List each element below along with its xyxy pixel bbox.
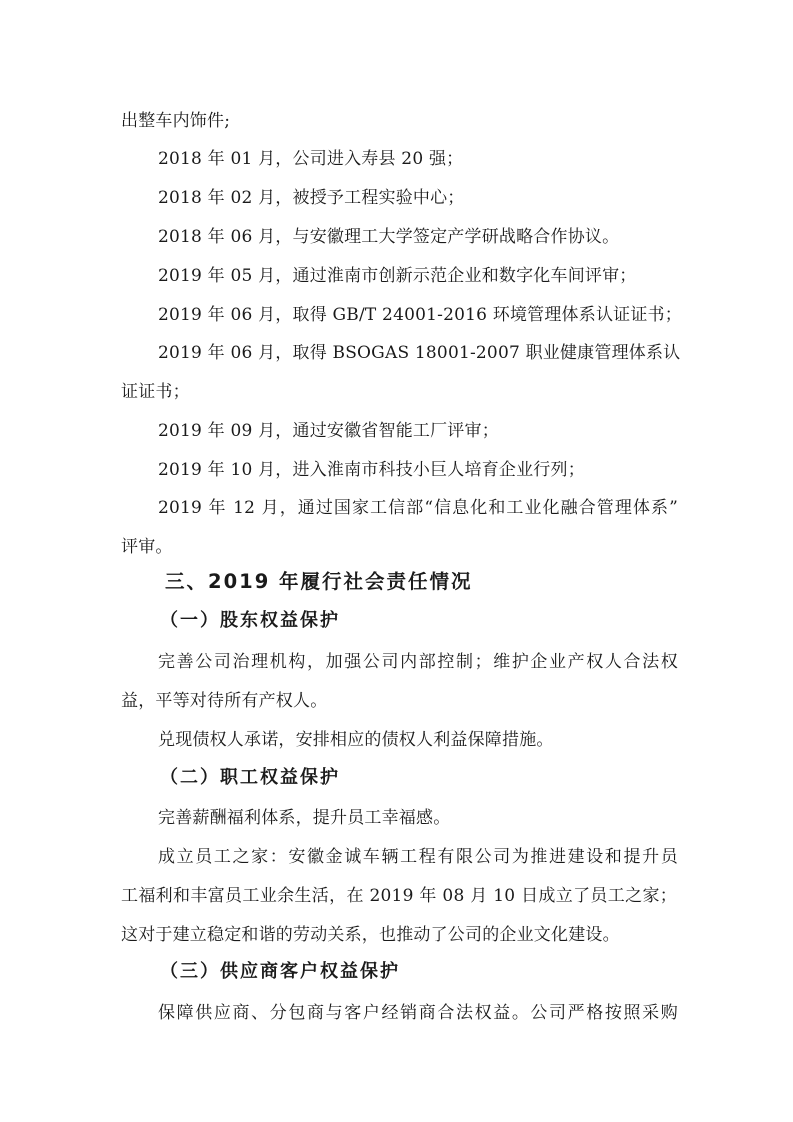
paragraph-line: 益，平等对待所有产权人。 bbox=[121, 691, 328, 711]
paragraph-line: 兑现债权人承诺，安排相应的债权人利益保障措施。 bbox=[158, 730, 554, 750]
timeline-item-continuation: 证证书； bbox=[121, 382, 190, 402]
timeline-item-continuation: 评审。 bbox=[121, 537, 173, 557]
paragraph-line: 工福利和丰富员工业余生活，在 2019 年 08 月 10 日成立了员工之家； bbox=[121, 886, 677, 906]
timeline-item: 2019 年 10 月，进入淮南市科技小巨人培育企业行列； bbox=[158, 460, 585, 480]
subsection-heading: （三）供应商客户权益保护 bbox=[160, 961, 400, 982]
timeline-item: 2019 年 12 月，通过国家工信部“信息化和工业化融合管理体系” bbox=[158, 498, 678, 518]
subsection-heading: （二）职工权益保护 bbox=[160, 767, 340, 788]
timeline-item: 2019 年 06 月，取得 GB/T 24001-2016 环境管理体系认证证书； bbox=[158, 305, 682, 325]
section-heading: 三、2019 年履行社会责任情况 bbox=[165, 570, 473, 593]
paragraph-line: 出整车内饰件; bbox=[121, 111, 231, 131]
timeline-item: 2018 年 02 月，被授予工程实验中心； bbox=[158, 188, 465, 208]
paragraph-line: 这对于建立稳定和谐的劳动关系，也推动了公司的企业文化建设。 bbox=[121, 925, 620, 945]
subsection-heading: （一）股东权益保护 bbox=[160, 610, 340, 631]
paragraph-line: 保障供应商、分包商与客户经销商合法权益。公司严格按照采购 bbox=[158, 1003, 678, 1023]
paragraph-line: 成立员工之家：安徽金诚车辆工程有限公司为推进建设和提升员 bbox=[158, 847, 678, 867]
timeline-item: 2018 年 06 月，与安徽理工大学签定产学研战略合作协议。 bbox=[158, 227, 620, 247]
timeline-item: 2019 年 06 月，取得 BSOGAS 18001-2007 职业健康管理体系认 bbox=[158, 343, 681, 363]
paragraph-line: 完善薪酬福利体系，提升员工幸福感。 bbox=[158, 808, 451, 828]
paragraph-line: 完善公司治理机构，加强公司内部控制；维护企业产权人合法权 bbox=[158, 652, 678, 672]
timeline-item: 2018 年 01 月，公司进入寿县 20 强； bbox=[158, 149, 464, 169]
timeline-item: 2019 年 09 月，通过安徽省智能工厂评审； bbox=[158, 421, 499, 441]
timeline-item: 2019 年 05 月，通过淮南市创新示范企业和数字化车间评审； bbox=[158, 266, 637, 286]
